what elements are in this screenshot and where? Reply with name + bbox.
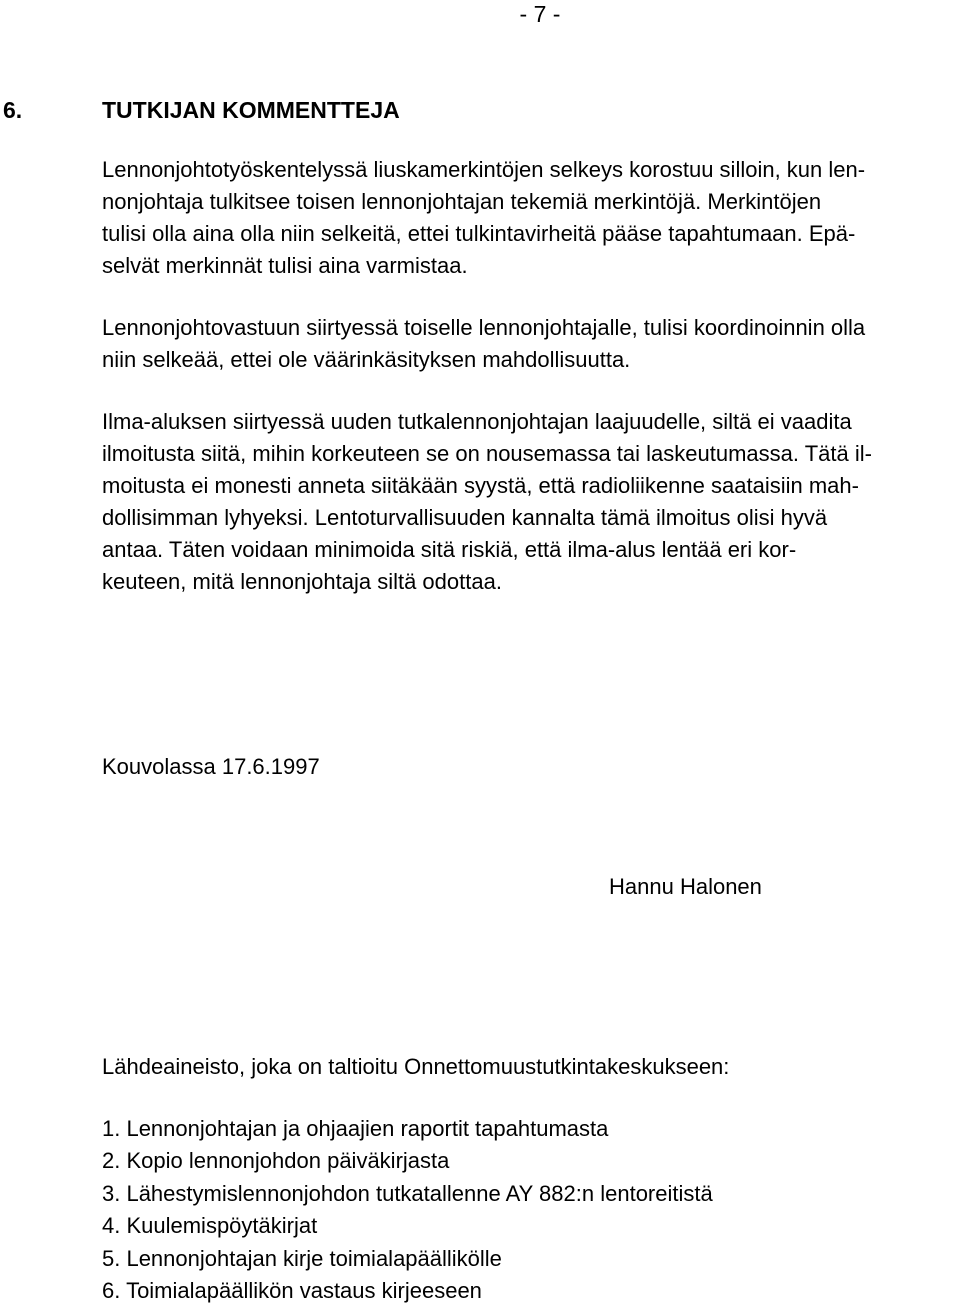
- paragraph-line: ilmoitusta siitä, mihin korkeuteen se on nousemassa tai laskeutumassa. Tätä il-: [102, 441, 872, 466]
- paragraph-line: Lennonjohtovastuun siirtyessä toiselle lennonjohtajalle, tulisi koordinoinnin olla: [102, 315, 866, 340]
- sources-heading: Lähdeaineisto, joka on taltioitu Onnettomuustutkintakeskukseen:: [102, 1054, 730, 1079]
- paragraph-line: niin selkeää, ettei ole väärinkäsityksen mahdollisuutta.: [102, 347, 631, 372]
- paragraph-aircraft-transfer: [102, 406, 952, 598]
- sources-list: [102, 1113, 713, 1307]
- paragraph-line: Lennonjohtotyöskentelyssä liuskamerkintöjen selkeys korostuu silloin, kun len-: [102, 157, 866, 182]
- paragraph-line: tulisi olla aina olla niin selkeitä, ettei tulkintavirheitä pääse tapahtumaan. Epä-: [102, 221, 856, 246]
- paragraph-line: moitusta ei monesti anneta siitäkään syystä, että radioliikenne saataisiin mah-: [102, 473, 859, 498]
- paragraph-line: antaa. Täten voidaan minimoida sitä riskiä, että ilma-alus lentää eri kor-: [102, 537, 797, 562]
- signer-name: Hannu Halonen: [609, 874, 762, 899]
- list-item: 4. Kuulemispöytäkirjat: [102, 1213, 318, 1239]
- list-item: 1. Lennonjohtajan ja ohjaajien raportit tapahtumasta: [102, 1116, 609, 1141]
- list-item: 6. Toimialapäällikön vastaus kirjeeseen: [102, 1278, 482, 1304]
- paragraph-line: dollisimman lyhyeksi. Lentoturvallisuuden kannalta tämä ilmoitus olisi hyvä: [102, 505, 828, 530]
- paragraph-letter-clarity: [102, 154, 952, 282]
- paragraph-line: nonjohtaja tulkitsee toisen lennonjohtajan tekemiä merkintöjä. Merkintöjen: [102, 189, 822, 214]
- paragraph-line: selvät merkinnät tulisi aina varmistaa.: [102, 253, 468, 278]
- place-and-date: Kouvolassa 17.6.1997: [102, 754, 320, 779]
- list-item: 2. Kopio lennonjohdon päiväkirjasta: [102, 1148, 450, 1174]
- list-item: 5. Lennonjohtajan kirje toimialapäällikölle: [102, 1245, 502, 1271]
- paragraph-line: Ilma-aluksen siirtyessä uuden tutkalennonjohtajan laajuudelle, siltä ei vaadita: [102, 409, 852, 434]
- paragraph-responsibility-transfer: [102, 312, 952, 376]
- section-title: TUTKIJAN KOMMENTTEJA: [102, 97, 400, 123]
- page-number: - 7 -: [519, 1, 561, 27]
- section-number: 6.: [3, 97, 23, 123]
- list-item: 3. Lähestymislennonjohdon tutkatallenne AY 882:n lentoreitistä: [102, 1180, 713, 1206]
- paragraph-line: keuteen, mitä lennonjohtaja siltä odottaa.: [102, 569, 502, 594]
